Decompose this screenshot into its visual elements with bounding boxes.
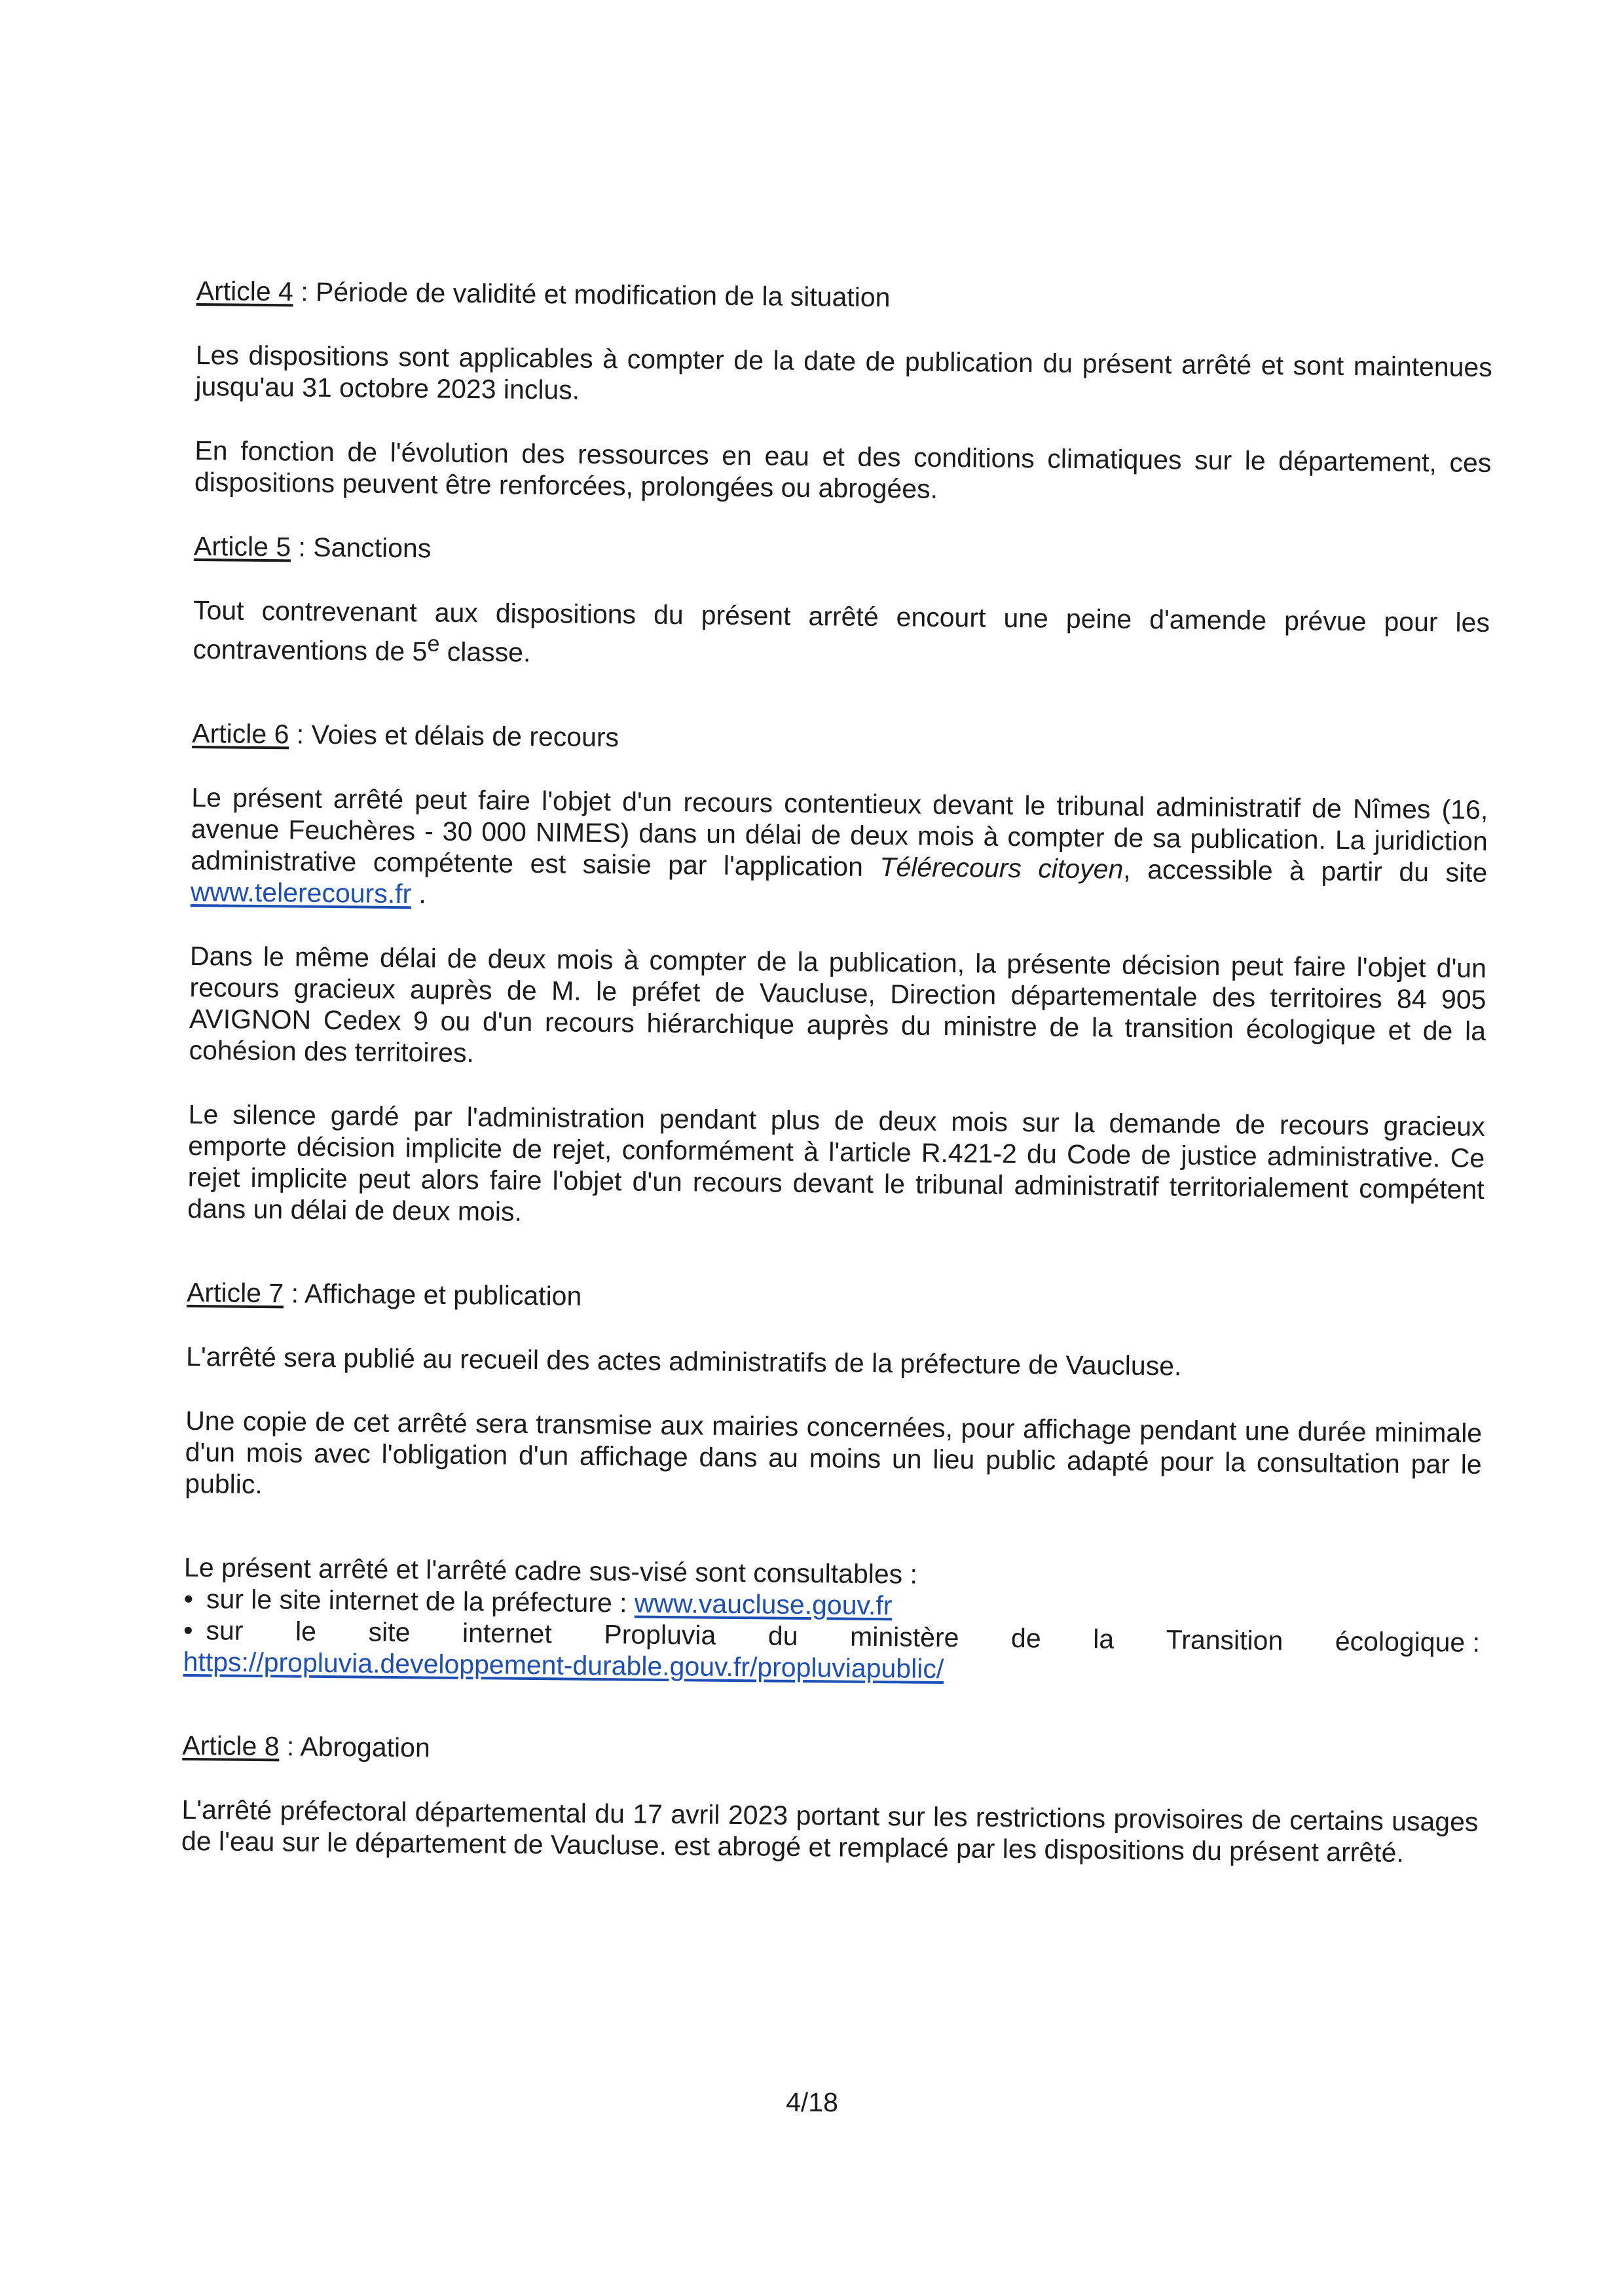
article-6-paragraph-2: Dans le même délai de deux mois à compter de la publication, la présente décision peut faire l'objet d'un recours gracieux auprès de M. le préfet de Vaucluse, Direction départementale des territoires 84 905 AVIGNON Cedex 9 ou d'un recours hiérarchique auprès du ministre de la transition écologique et de la cohésion des territoires. <box>189 940 1487 1068</box>
article-8-paragraph-1: L'arrêté préfectoral départemental du 17 avril 2023 portant sur les restrictions provisoires de certains usages de l'eau sur le département de Vaucluse. est abrogé et remplacé par les dispositions du présent arrêté. <box>181 1794 1479 1868</box>
article-7-title: : Affichage et publication <box>283 1278 582 1311</box>
consultation-intro: Le présent arrêté et l'arrêté cadre sus-visé sont consultables : <box>183 1552 918 1590</box>
bullet-2-word-group <box>183 1614 244 1647</box>
article-6-text-mid: , accessible à partir du site <box>1123 854 1488 888</box>
bullet-2-word: ministère <box>849 1621 959 1652</box>
consultation-block <box>183 1552 1481 1690</box>
article-5-text-end: classe. <box>439 636 531 668</box>
bullet-2-word: site <box>368 1616 411 1647</box>
telerecours-link[interactable]: www.telerecours.fr <box>190 876 412 909</box>
article-7-paragraph-1: L'arrêté sera publié au recueil des actes administratifs de la préfecture de Vaucluse. <box>185 1341 1182 1381</box>
document-body <box>181 275 1493 1902</box>
bullet-2-word: Propluvia <box>604 1618 716 1650</box>
bullet-2-word: Transition <box>1166 1624 1283 1656</box>
article-5-text: Tout contrevenant aux dispositions du présent arrêté encourt une peine d'amende prévue pour les contraventions de 5 <box>193 594 1490 667</box>
article-5-heading <box>194 530 1490 574</box>
article-6-text: Le présent arrêté peut faire l'objet d'un recours contentieux devant le tribunal administratif de Nîmes (16, avenue Feuchères - 30 000 NIMES) dans un délai de deux mois à compter de sa publication. La juridiction administrative compétente est saisie par l'application <box>191 782 1488 882</box>
article-8-heading <box>182 1730 1479 1774</box>
article-7-label: Article 7 <box>186 1277 284 1309</box>
bullet-2-word: sur <box>206 1614 244 1646</box>
article-6-text-end: . <box>411 878 427 909</box>
bullet-icon: • <box>183 1614 193 1645</box>
bullet-2-word: du <box>767 1620 798 1651</box>
article-5-paragraph-1 <box>193 594 1490 678</box>
list-item <box>183 1614 1480 1690</box>
bullet-2-word: écologique : <box>1335 1626 1481 1658</box>
article-4-paragraph-2: En fonction de l'évolution des ressources en eau et des conditions climatiques sur le département, ces dispositions peuvent être renforcées, prolongées ou abrogées. <box>194 435 1492 504</box>
article-8-label: Article 8 <box>182 1730 280 1761</box>
article-5-title: : Sanctions <box>290 532 432 564</box>
propluvia-link[interactable]: https://propluvia.developpement-durable.gouv.fr/propluviapublic/ <box>183 1646 944 1684</box>
article-7-heading <box>187 1277 1483 1321</box>
article-6-paragraph-3: Le silence gardé par l'administration pendant plus de deux mois sur la demande de recours gracieux emporte décision implicite de rejet, conformément à l'article R.421-2 du Code de justice administrative. Ce rejet implicite peut alors faire l'objet d'un recours devant le tribunal administratif territorialement compétent dans un délai de deux mois. <box>187 1099 1485 1227</box>
article-4-heading <box>196 275 1493 319</box>
bullet-2-word: internet <box>462 1617 552 1649</box>
bullet-2-word: le <box>295 1616 317 1647</box>
bullet-icon: • <box>183 1583 194 1614</box>
article-6-title: : Voies et délais de recours <box>289 719 619 752</box>
article-5-label: Article 5 <box>193 530 291 562</box>
article-6-label: Article 6 <box>192 718 289 750</box>
article-6-paragraph-1 <box>191 782 1488 920</box>
page-number: 4/18 <box>786 2087 838 2117</box>
article-4-label: Article 4 <box>196 275 294 307</box>
bullet-2-word: de <box>1010 1622 1041 1654</box>
consultation-list <box>183 1583 1480 1690</box>
article-6-heading <box>192 718 1488 761</box>
article-4-title: : Période de validité et modification de la situation <box>293 276 891 313</box>
bullet-1-text: sur le site internet de la préfecture : <box>206 1583 635 1618</box>
article-8-title: : Abrogation <box>279 1730 430 1763</box>
article-5-superscript: e <box>427 631 440 657</box>
telerecours-app-name: Télérecours citoyen <box>879 851 1124 884</box>
article-7-paragraph-2: Une copie de cet arrêté sera transmise aux mairies concernées, pour affichage pendant une durée minimale d'un mois avec l'obligation d'un affichage dans au moins un lieu public adapté pour la consultation par le public. <box>185 1405 1483 1499</box>
bullet-2-word: la <box>1093 1623 1115 1654</box>
prefecture-website-link[interactable]: www.vaucluse.gouv.fr <box>634 1588 893 1620</box>
article-4-paragraph-1: Les dispositions sont applicables à compter de la date de publication du présent arrêté et sont maintenues jusqu'au 31 octobre 2023 inclus. <box>195 339 1492 405</box>
